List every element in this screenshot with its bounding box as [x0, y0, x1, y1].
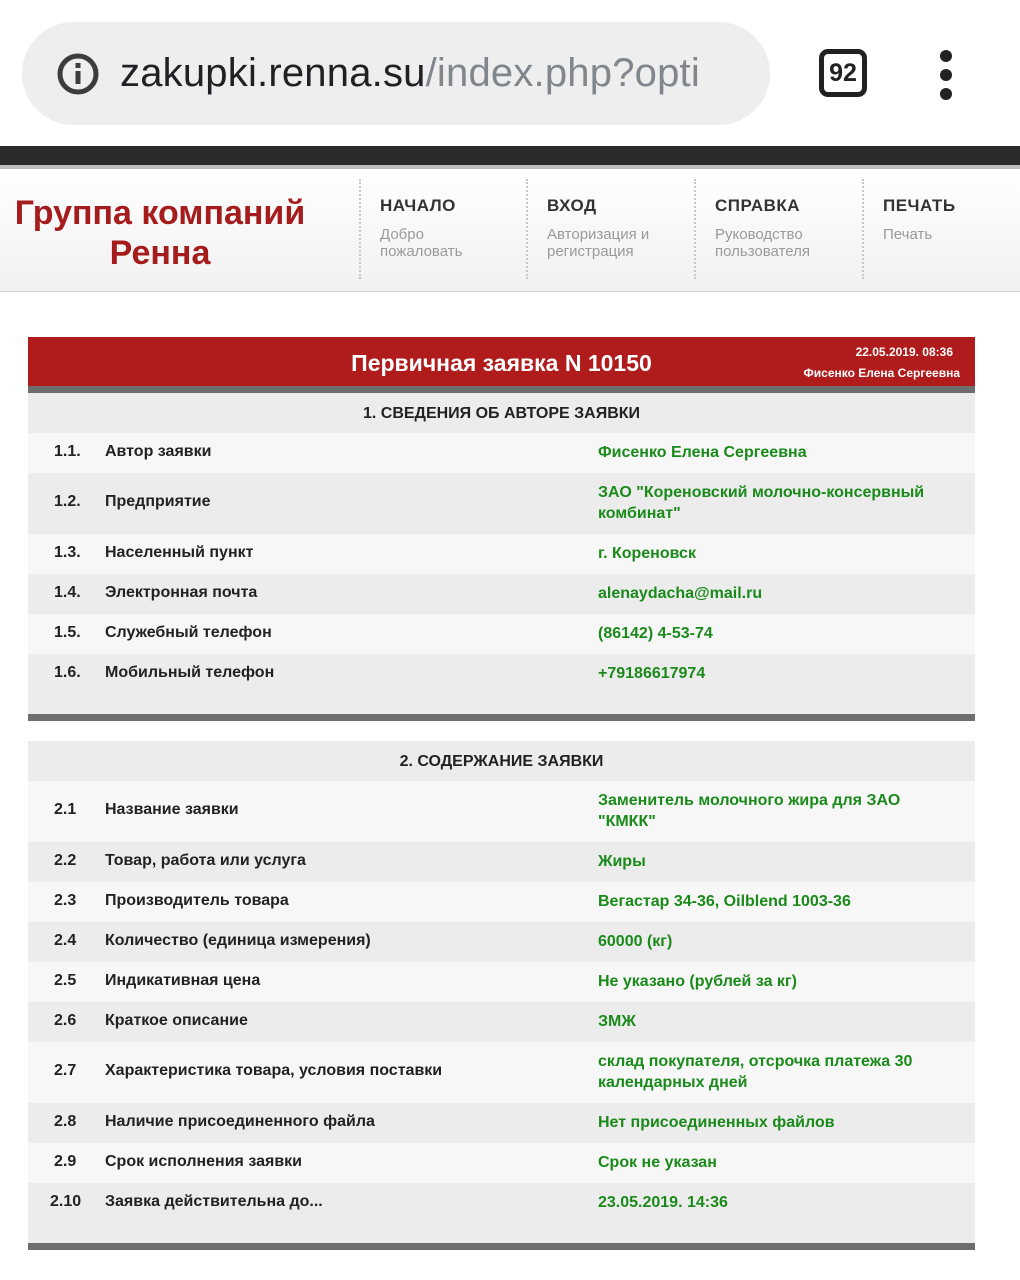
row-label: Характеристика товара, условия поставки	[105, 1062, 443, 1079]
table-row	[28, 781, 975, 842]
row-number: 2.2	[54, 852, 77, 869]
table-row	[28, 534, 975, 574]
row-value: 60000 (кг)	[598, 933, 673, 950]
nav-title: ПЕЧАТЬ	[883, 196, 956, 215]
row-number: 2.7	[54, 1062, 77, 1079]
row-value[interactable]: alenaydacha@mail.ru	[598, 585, 763, 602]
section-separator	[28, 714, 975, 721]
table-row	[28, 922, 975, 962]
row-label: Населенный пункт	[105, 544, 254, 561]
nav-subtitle: Руководство пользователя	[715, 226, 810, 260]
table-row	[28, 614, 975, 654]
row-number: 1.6.	[54, 664, 81, 681]
row-number: 1.5.	[54, 624, 81, 641]
row-number: 2.1	[54, 801, 77, 818]
nav-title: ВХОД	[547, 196, 597, 215]
nav-title: НАЧАЛО	[380, 196, 456, 215]
row-number: 2.3	[54, 892, 77, 909]
table-row	[28, 654, 975, 694]
more-vert-icon[interactable]	[932, 50, 962, 100]
section-separator	[28, 1243, 975, 1250]
table-row	[28, 962, 975, 1002]
row-value: Жиры	[598, 853, 646, 870]
tab-count: 92	[829, 58, 857, 87]
nav-title: СПРАВКА	[715, 196, 801, 215]
nav-item-home[interactable]	[359, 179, 510, 279]
row-value: Срок не указан	[598, 1154, 717, 1171]
request-card	[28, 337, 975, 1250]
row-label: Производитель товара	[105, 892, 289, 909]
spacer	[28, 721, 975, 741]
row-label: Автор заявки	[105, 443, 212, 460]
request-title: Первичная заявка N 10150	[351, 350, 652, 376]
row-value: Фисенко Елена Сергеевна	[598, 444, 807, 461]
row-value: г. Кореновск	[598, 545, 696, 562]
row-number: 2.9	[54, 1153, 77, 1170]
row-label: Заявка действительна до...	[105, 1193, 323, 1210]
url-path: /index.php?opti	[425, 51, 700, 95]
table-row	[28, 574, 975, 614]
row-value[interactable]: (86142) 4-53-74	[598, 625, 713, 642]
header-stripe	[0, 146, 1020, 165]
row-label: Название заявки	[105, 801, 239, 818]
request-date: 22.05.2019. 08:36	[855, 345, 953, 359]
spacer	[28, 1223, 975, 1243]
table-row	[28, 1042, 975, 1103]
request-header	[28, 337, 975, 386]
row-number: 1.2.	[54, 493, 81, 510]
row-value: склад покупателя, отсрочка платежа 30 календарных дней	[598, 1053, 913, 1091]
row-label: Краткое описание	[105, 1012, 248, 1029]
site-logo[interactable]: Группа компаний Ренна	[14, 194, 306, 272]
row-label: Товар, работа или услуга	[105, 852, 306, 869]
table-row	[28, 1002, 975, 1042]
nav-subtitle: Авторизация и регистрация	[547, 226, 650, 260]
nav-subtitle: Печать	[883, 226, 933, 243]
row-value: 23.05.2019. 14:36	[598, 1194, 728, 1211]
row-label: Количество (единица измерения)	[105, 932, 371, 949]
row-value: ЗАО "Кореновский молочно-консервный комбинат"	[598, 484, 925, 522]
info-icon[interactable]	[56, 52, 100, 96]
browser-toolbar	[0, 0, 1020, 146]
row-number: 2.4	[54, 932, 77, 949]
table-row	[28, 1103, 975, 1143]
nav-subtitle: Добро пожаловать	[380, 226, 463, 260]
row-number: 2.8	[54, 1113, 77, 1130]
nav-item-login[interactable]	[526, 179, 677, 279]
row-label: Предприятие	[105, 493, 211, 510]
table-row	[28, 1183, 975, 1223]
site-header	[0, 169, 1020, 292]
row-value: Нет присоединенных файлов	[598, 1114, 835, 1131]
table-row	[28, 842, 975, 882]
request-author: Фисенко Елена Сергеевна	[803, 366, 960, 380]
table-row	[28, 882, 975, 922]
row-number: 2.5	[54, 972, 77, 989]
row-number: 1.3.	[54, 544, 81, 561]
table-row	[28, 473, 975, 534]
row-number: 1.1.	[54, 443, 81, 460]
row-number: 2.10	[50, 1193, 82, 1210]
nav-item-help[interactable]	[694, 179, 845, 279]
row-value: Заменитель молочного жира для ЗАО "КМКК"	[598, 792, 901, 830]
row-value[interactable]: +79186617974	[598, 665, 706, 682]
url-text[interactable]	[120, 47, 748, 99]
table-row	[28, 1143, 975, 1183]
address-bar[interactable]	[22, 22, 770, 125]
row-value: Вегастар 34-36, Oilblend 1003-36	[598, 893, 851, 910]
row-label: Служебный телефон	[105, 624, 272, 641]
row-number: 1.4.	[54, 584, 81, 601]
row-label: Электронная почта	[105, 584, 258, 601]
nav-item-print[interactable]	[862, 179, 1013, 279]
row-label: Срок исполнения заявки	[105, 1153, 302, 1170]
section-title: 1. СВЕДЕНИЯ ОБ АВТОРЕ ЗАЯВКИ	[28, 393, 975, 433]
tab-switcher-button[interactable]	[819, 49, 867, 97]
url-domain: zakupki.renna.su	[120, 51, 426, 95]
table-row	[28, 433, 975, 473]
spacer	[28, 694, 975, 714]
row-number: 2.6	[54, 1012, 77, 1029]
section-title: 2. СОДЕРЖАНИЕ ЗАЯВКИ	[28, 741, 975, 781]
row-value: ЗМЖ	[598, 1013, 636, 1030]
row-value: Не указано (рублей за кг)	[598, 973, 797, 990]
row-label: Индикативная цена	[105, 972, 261, 989]
row-label: Мобильный телефон	[105, 664, 275, 681]
row-label: Наличие присоединенного файла	[105, 1113, 375, 1130]
